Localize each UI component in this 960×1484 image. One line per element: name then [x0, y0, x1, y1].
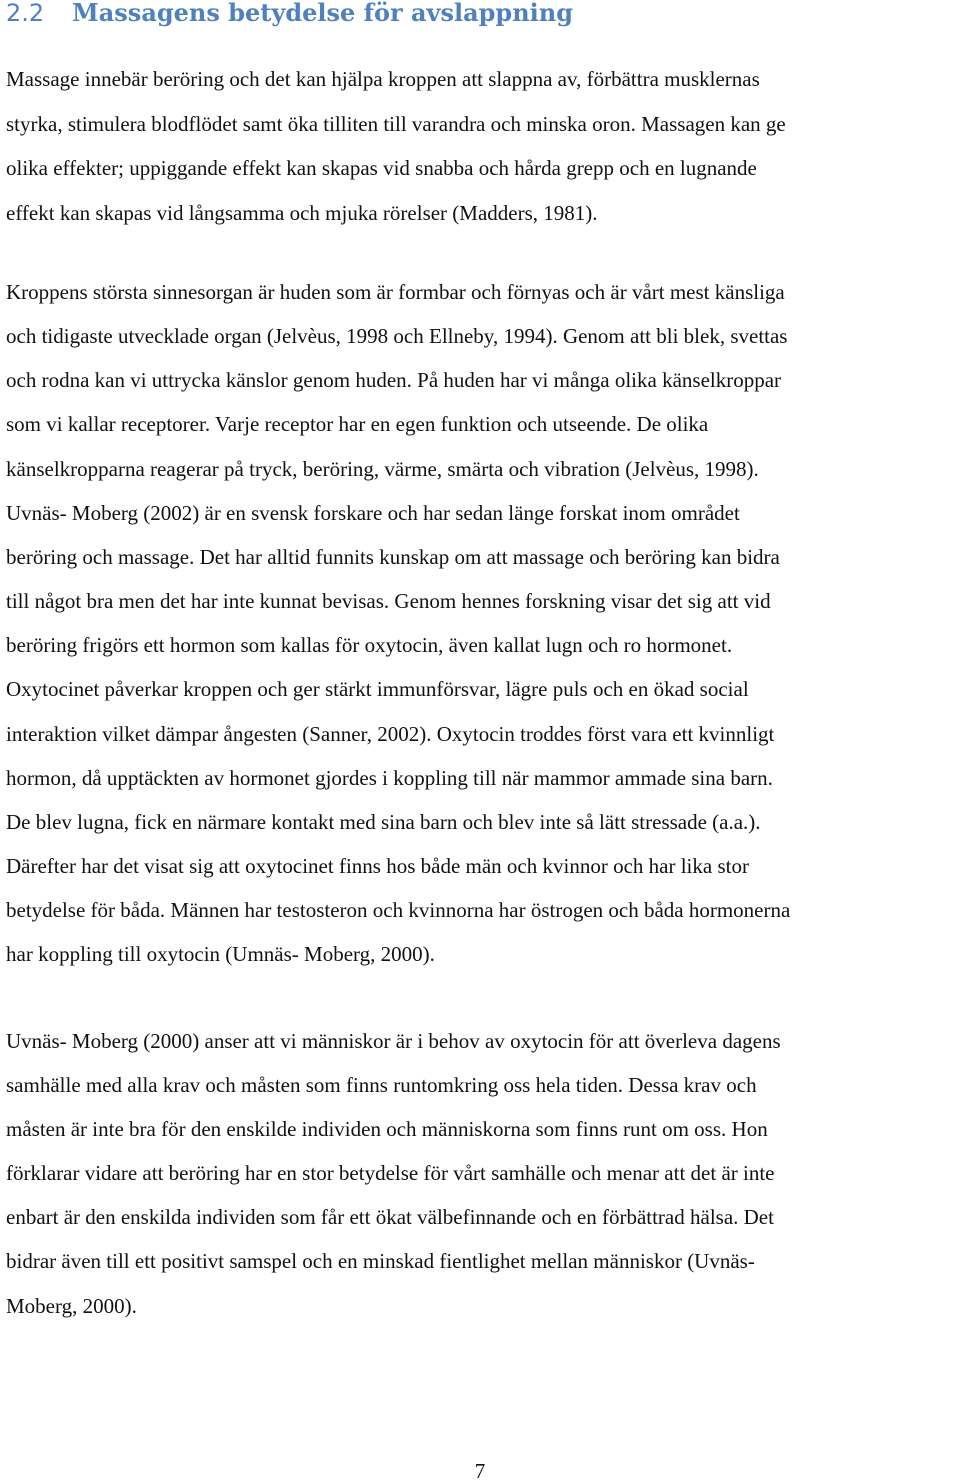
text-line: interaktion vilket dämpar ångesten (Sanner, 2002). Oxytocin troddes först vara ett kvinnligt [6, 721, 775, 746]
section-number: 2.2 [6, 0, 45, 27]
text-line: har koppling till oxytocin (Umnäs- Moberg, 2000). [6, 942, 435, 967]
text-line: förklarar vidare att beröring har en stor betydelse för vårt samhälle och menar att det är inte [6, 1161, 775, 1186]
text-line: Uvnäs- Moberg (2000) anser att vi människor är i behov av oxytocin för att överleva dagens [6, 1029, 781, 1053]
text-line: beröring frigörs ett hormon som kallas för oxytocin, även kallat lugn och ro hormonet. [6, 633, 733, 658]
text-line: enbart är den enskilda individen som får ett ökat välbefinnande och en förbättrad hälsa. Det [6, 1205, 774, 1230]
text-line: olika effekter; uppiggande effekt kan skapas vid snabba och hårda grepp och en lugnande [6, 156, 757, 180]
text-line: känselkropparna reagerar på tryck, beröring, värme, smärta och vibration (Jelvèus, 1998). [6, 456, 759, 481]
text-line: De blev lugna, fick en närmare kontakt med sina barn och blev inte så lätt stressade (a.a.). [6, 809, 761, 834]
text-line: Massage innebär beröring och det kan hjälpa kroppen att slappna av, förbättra musklernas [6, 67, 760, 91]
text-line: måsten är inte bra för den enskilde individen och människorna som finns runt om oss. Hon [6, 1117, 768, 1142]
text-line: beröring och massage. Det har alltid funnits kunskap om att massage och beröring kan bidra [6, 544, 780, 569]
paragraph-massage-intro [6, 57, 786, 235]
text-line: som vi kallar receptorer. Varje receptor har en egen funktion och utseende. De olika [6, 412, 709, 437]
text-line: Uvnäs- Moberg (2002) är en svensk forskare och har sedan länge forskat inom området [6, 500, 740, 525]
text-line: till något bra men det har inte kunnat bevisas. Genom hennes forskning visar det sig att vid [6, 589, 771, 614]
text-line: Oxytocinet påverkar kroppen och ger stärkt immunförsvar, lägre puls och en ökad social [6, 677, 749, 702]
page-number: 7 [474, 1459, 486, 1483]
text-line: Därefter har det visat sig att oxytocinet finns hos både män och kvinnor och har lika stor [6, 854, 749, 879]
text-line: styrka, stimulera blodflödet samt öka tilliten till varandra och minska oron. Massagen kan ge [6, 111, 786, 136]
text-line: hormon, då upptäckten av hormonet gjordes i koppling till när mammor ammade sina barn. [6, 765, 773, 790]
text-line: och rodna kan vi uttrycka känslor genom huden. På huden har vi många olika känselkroppar [6, 368, 782, 393]
text-line: effekt kan skapas vid långsamma och mjuka rörelser (Madders, 1981). [6, 200, 598, 225]
paragraph-society-need [6, 1019, 781, 1328]
text-line: Kroppens största sinnesorgan är huden som är formbar och förnyas och är vårt mest känsliga [6, 280, 785, 304]
text-line: Moberg, 2000). [6, 1293, 137, 1318]
text-line: samhälle med alla krav och måsten som finns runtomkring oss hela tiden. Dessa krav och [6, 1073, 757, 1098]
paragraph-skin-oxytocin [6, 270, 790, 977]
section-heading [6, 0, 573, 28]
text-line: betydelse för båda. Männen har testosteron och kvinnorna har östrogen och båda hormonerna [6, 898, 791, 923]
text-line: och tidigaste utvecklade organ (Jelvèus, 1998 och Ellneby, 1994). Genom att bli blek, svettas [6, 324, 788, 349]
section-title: Massagens betydelse för avslappning [72, 0, 573, 27]
text-line: bidrar även till ett positivt samspel och en minskad fientlighet mellan människor (Uvnäs- [6, 1249, 755, 1274]
